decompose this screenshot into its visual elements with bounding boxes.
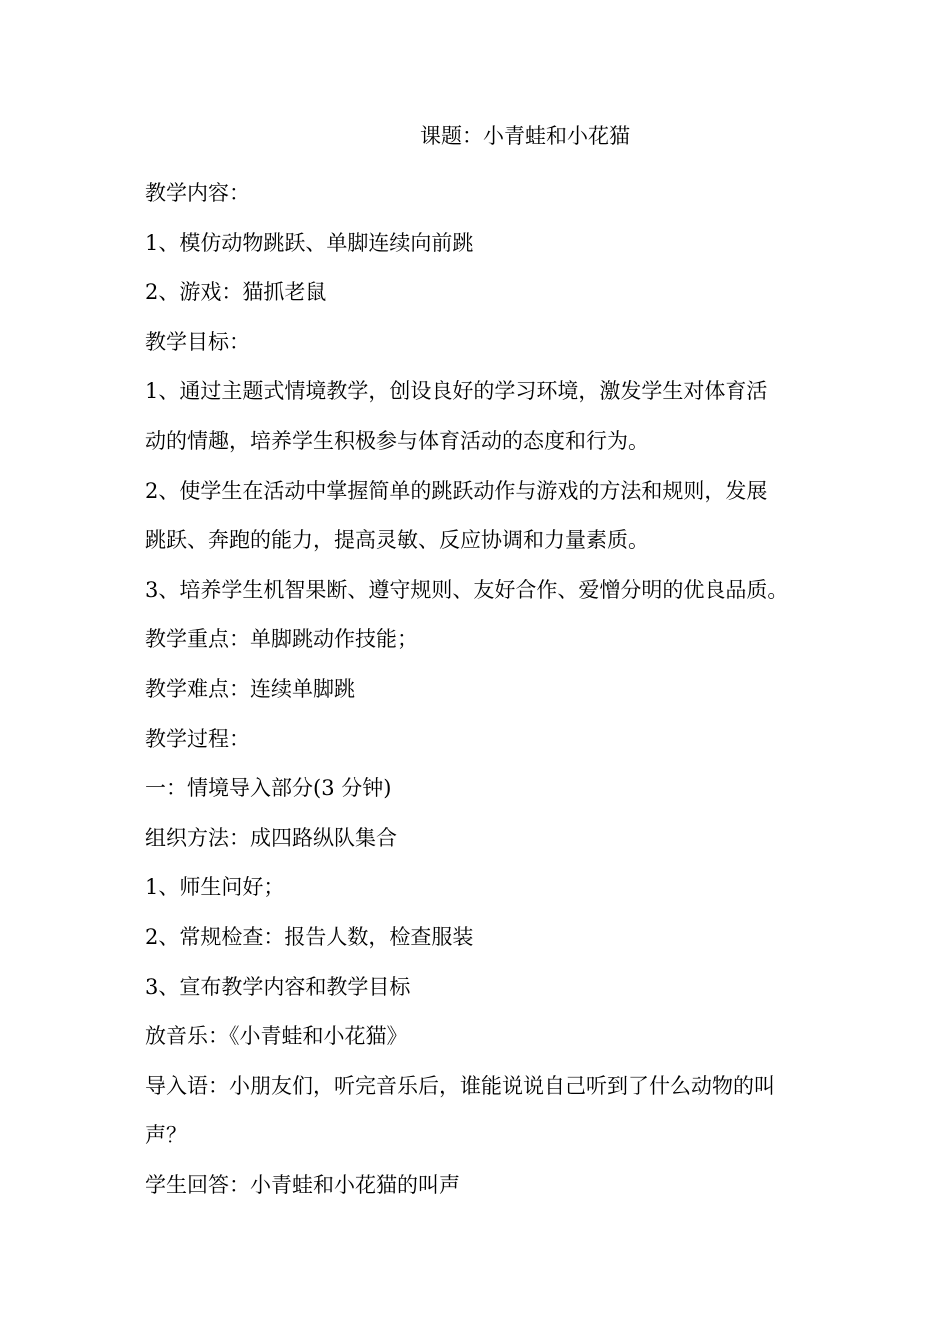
teaching-difficulty: 教学难点：连续单脚跳 xyxy=(145,676,355,701)
objective-1-line-2: 动的情趣，培养学生积极参与体育活动的态度和行为。 xyxy=(145,428,649,453)
process-step-1: 1、师生问好； xyxy=(145,875,285,900)
play-music: 放音乐：《小青蛙和小花猫》 xyxy=(145,1024,408,1049)
objective-1-line-1: 1、通过主题式情境教学，创设良好的学习环境，激发学生对体育活 xyxy=(145,379,768,404)
section-heading-content: 教学内容： xyxy=(145,181,250,205)
objective-2-line-1: 2、使学生在活动中掌握简单的跳跃动作与游戏的方法和规则，发展 xyxy=(145,478,768,503)
section-heading-process: 教学过程： xyxy=(145,726,250,751)
teaching-focus: 教学重点：单脚跳动作技能； xyxy=(145,627,418,652)
lesson-title: 课题：小青蛙和小花猫 xyxy=(420,124,630,148)
content-item-1: 1、模仿动物跳跃、单脚连续向前跳 xyxy=(145,230,474,255)
process-step-3: 3、宣布教学内容和教学目标 xyxy=(145,974,411,999)
process-step-2: 2、常规检查：报告人数，检查服装 xyxy=(145,924,474,949)
content-item-2: 2、游戏：猫抓老鼠 xyxy=(145,280,327,305)
intro-speech-line-1: 导入语：小朋友们，听完音乐后，谁能说说自己听到了什么动物的叫 xyxy=(145,1073,775,1098)
student-answer: 学生回答：小青蛙和小花猫的叫声 xyxy=(145,1172,460,1197)
process-part-1-heading: 一：情境导入部分(3 分钟) xyxy=(145,776,392,801)
intro-speech-line-2: 声？ xyxy=(145,1123,187,1148)
section-heading-objectives: 教学目标： xyxy=(145,329,250,354)
document-body xyxy=(145,169,810,1210)
organization-method: 组织方法：成四路纵队集合 xyxy=(145,825,397,850)
objective-3: 3、培养学生机智果断、遵守规则、友好合作、爱憎分明的优良品质。 xyxy=(145,577,789,602)
objective-2-line-2: 跳跃、奔跑的能力，提高灵敏、反应协调和力量素质。 xyxy=(145,528,649,553)
